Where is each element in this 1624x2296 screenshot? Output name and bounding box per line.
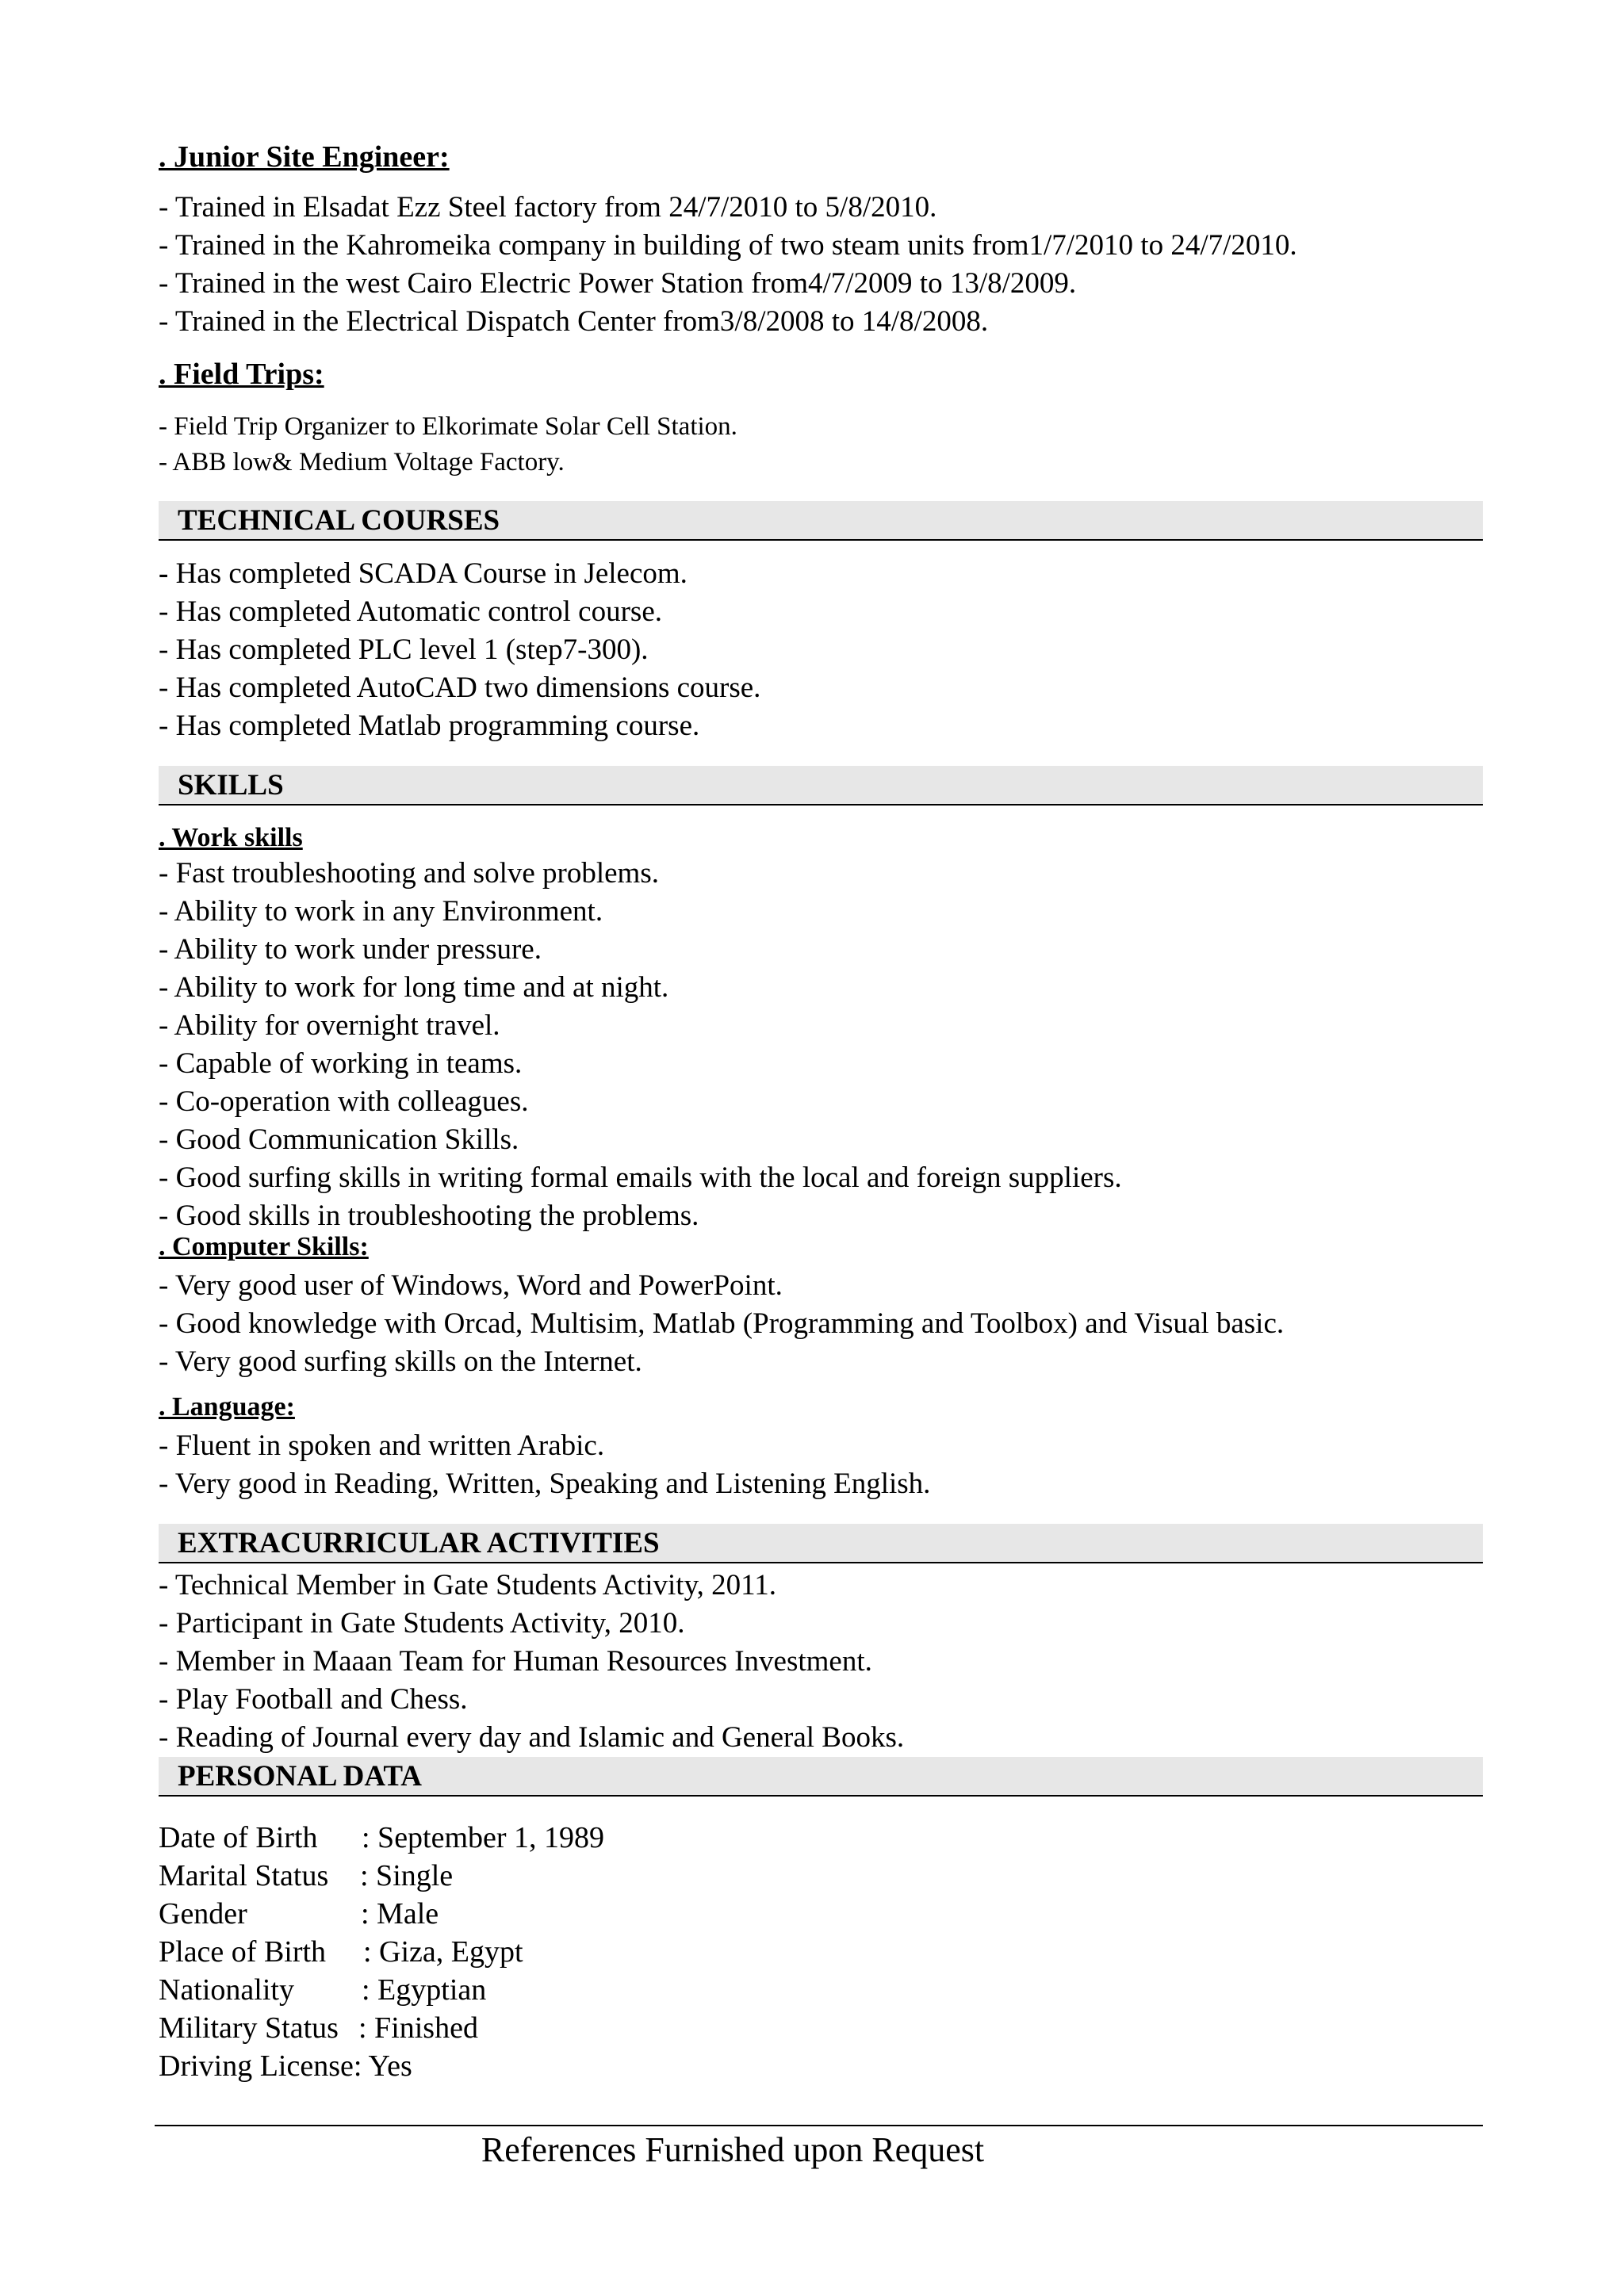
list-item: - Participant in Gate Students Activity, 2010. [159,1607,685,1640]
field-value: : Yes [353,2049,412,2083]
list-item: - Play Football and Chess. [159,1683,468,1716]
list-item: - Ability to work in any Environment. [159,895,603,928]
section-title: TECHNICAL COURSES [178,504,500,537]
section-title: EXTRACURRICULAR ACTIVITIES [178,1527,660,1559]
list-item: - Ability for overnight travel. [159,1009,500,1042]
list-item: - Ability to work under pressure. [159,933,542,966]
field-label: Nationality [159,1973,294,2007]
field-label: Driving License [159,2049,354,2083]
computer-skills-heading: . Computer Skills: [159,1232,369,1261]
list-item: - Has completed PLC level 1 (step7-300). [159,633,649,666]
language-heading: . Language: [159,1392,295,1422]
list-item: - Has completed SCADA Course in Jelecom. [159,557,688,590]
list-item: - Capable of working in teams. [159,1047,523,1080]
list-item: - Very good surfing skills on the Internet. [159,1345,642,1378]
list-item: - Member in Maaan Team for Human Resources Investment. [159,1645,872,1678]
field-value: : Single [360,1859,454,1892]
field-label: Marital Status [159,1859,329,1892]
computer-skills-list [159,1267,1284,1381]
list-item: - Good skills in troubleshooting the problems. [159,1200,699,1232]
list-item: - Field Trip Organizer to Elkorimate Solar Cell Station. [159,412,737,441]
references-footer: References Furnished upon Request [481,2130,985,2169]
technical-courses-list [159,555,760,745]
list-item: - Has completed Automatic control course. [159,595,662,628]
extracurricular-section-header [159,1524,1483,1563]
list-item: - Good Communication Skills. [159,1123,519,1156]
list-item: - Fluent in spoken and written Arabic. [159,1429,605,1462]
field-value: : Giza, Egypt [363,1935,523,1969]
field-trips-heading: . Field Trips: [159,358,324,391]
field-value: : Finished [358,2011,478,2045]
list-item: - Fast troubleshooting and solve problems. [159,857,659,890]
list-item: - Reading of Journal every day and Islamic and General Books. [159,1721,905,1754]
list-item: - Has completed AutoCAD two dimensions course. [159,672,761,704]
list-item: - Technical Member in Gate Students Activity, 2011. [159,1569,777,1601]
field-value: : Egyptian [362,1973,487,2007]
junior-site-engineer-heading: . Junior Site Engineer: [159,140,450,174]
personal-data-section-header [159,1757,1483,1797]
field-label: Place of Birth [159,1935,327,1969]
field-value: : September 1, 1989 [362,1821,605,1854]
section-title: PERSONAL DATA [178,1760,423,1793]
field-label: Gender [159,1897,247,1931]
technical-courses-section-header [159,501,1483,541]
skills-section-header [159,766,1483,806]
list-item: - Very good in Reading, Written, Speaking and Listening English. [159,1468,931,1500]
list-item: - Trained in Elsadat Ezz Steel factory from 24/7/2010 to 5/8/2010. [159,191,937,224]
list-item: - Very good user of Windows, Word and PowerPoint. [159,1269,783,1302]
list-item: - Co-operation with colleagues. [159,1085,529,1118]
list-item: - Trained in the Kahromeika company in building of two steam units from1/7/2010 to 24/7/2010. [159,229,1297,262]
list-item: - Good knowledge with Orcad, Multisim, Matlab (Programming and Toolbox) and Visual basic. [159,1307,1285,1340]
field-trips-list [159,409,737,480]
footer-divider [155,2125,1483,2126]
list-item: - ABB low& Medium Voltage Factory. [159,448,565,476]
language-list [159,1427,930,1503]
list-item: - Has completed Matlab programming course. [159,710,700,742]
extracurricular-list [159,1567,904,1757]
field-value: : Male [361,1897,439,1931]
work-skills-list [159,855,1122,1235]
field-label: Military Status [159,2011,339,2045]
field-label: Date of Birth [159,1821,318,1854]
work-skills-heading: . Work skills [159,823,303,852]
list-item: - Trained in the west Cairo Electric Power Station from4/7/2009 to 13/8/2009. [159,267,1077,300]
list-item: - Ability to work for long time and at night. [159,971,669,1004]
internship-list [159,189,1297,341]
list-item: - Good surfing skills in writing formal emails with the local and foreign suppliers. [159,1161,1122,1194]
section-title: SKILLS [178,769,284,802]
list-item: - Trained in the Electrical Dispatch Center from3/8/2008 to 14/8/2008. [159,305,989,338]
